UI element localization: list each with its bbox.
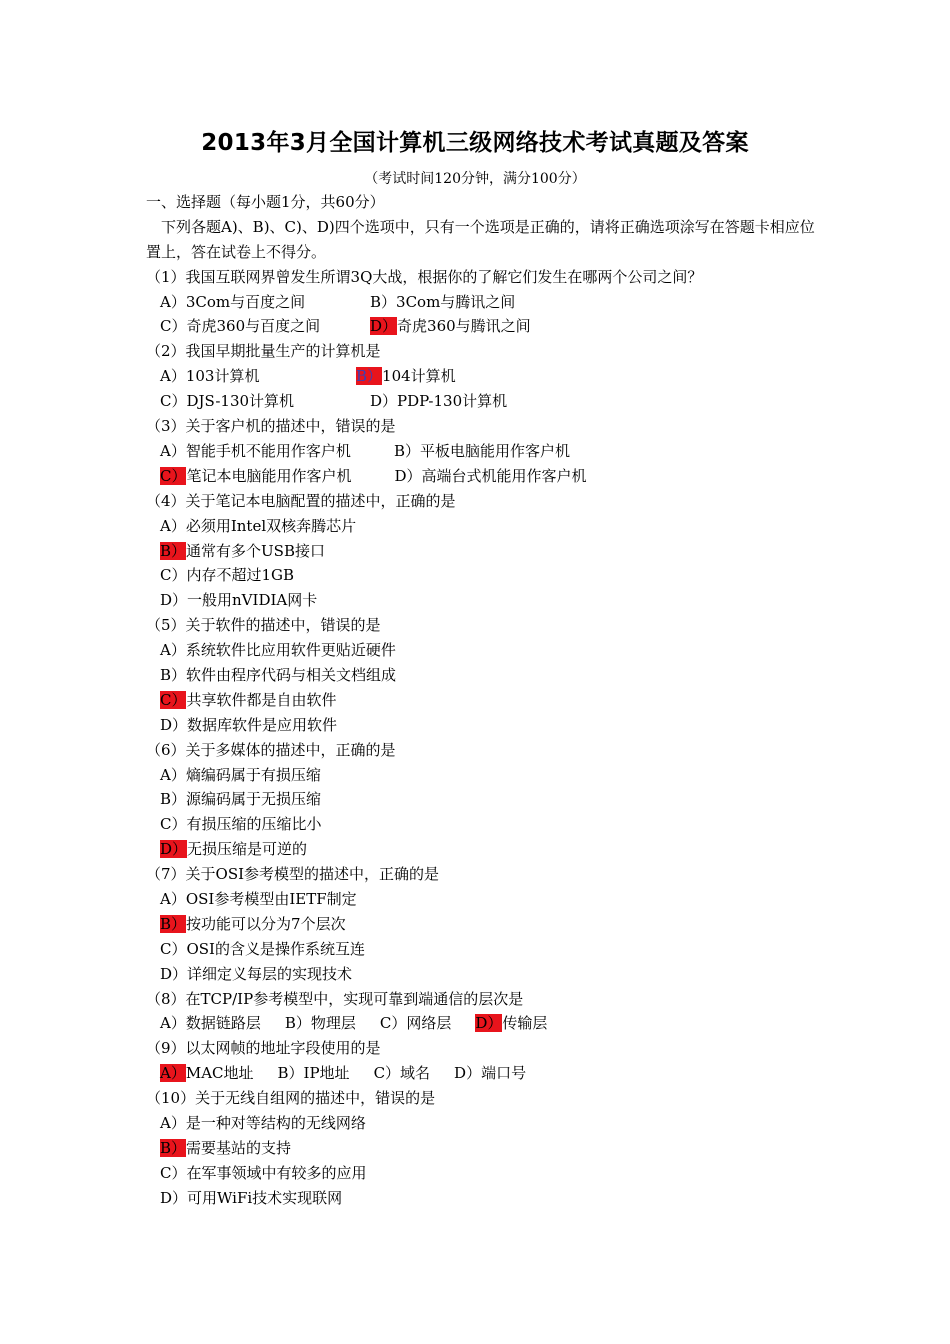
question-6-stem: （6）关于多媒体的描述中，正确的是	[146, 740, 396, 759]
question-10-option-c: C）在军事领域中有较多的应用	[160, 1163, 367, 1182]
question-2-options-cd	[146, 389, 818, 414]
option-c: C）DJS-130计算机	[160, 392, 295, 411]
option-c: C）奇虎360与百度之间	[160, 317, 321, 336]
option-c: C）域名	[373, 1064, 431, 1083]
question-6-option-b: B）源编码属于无损压缩	[160, 790, 322, 809]
question-10-option-a: A）是一种对等结构的无线网络	[160, 1113, 366, 1132]
document-title: 2013年3月全国计算机三级网络技术考试真题及答案	[201, 130, 749, 156]
section-heading: 一、选择题（每小题1分，共60分）	[146, 193, 385, 211]
question-3-stem: （3）关于客户机的描述中，错误的是	[146, 417, 396, 436]
option-d: 奇虎360与腾讯之间	[397, 317, 531, 336]
question-9-stem: （9）以太网帧的地址字段使用的是	[146, 1039, 381, 1058]
question-7-option-b	[146, 912, 818, 937]
answer-mark: D）	[370, 317, 398, 336]
question-4-option-d: D）一般用nVIDIA网卡	[160, 591, 318, 610]
question-10-option-d: D）可用WiFi技术实现联网	[160, 1188, 343, 1207]
question-6-option-a: A）熵编码属于有损压缩	[160, 765, 321, 784]
question-9-options	[146, 1061, 818, 1086]
question-2-stem: （2）我国早期批量生产的计算机是	[146, 342, 381, 361]
question-5-option-c	[146, 688, 818, 713]
option-d: D）PDP-130计算机	[370, 392, 508, 411]
answer-mark: B）	[160, 541, 187, 560]
question-10-option-b	[146, 1136, 818, 1161]
option-c: C）网络层	[379, 1014, 452, 1033]
question-3-options-ab	[146, 439, 818, 464]
answer-mark: A）	[160, 1064, 186, 1083]
answer-mark: B）	[356, 367, 383, 386]
option-b: 需要基站的支持	[186, 1138, 292, 1157]
question-6-option-c: C）有损压缩的压缩比小	[160, 815, 322, 834]
option-b: B）物理层	[284, 1014, 356, 1033]
question-1-options-ab	[146, 290, 818, 315]
option-b: B）3Com与腾讯之间	[370, 292, 516, 311]
answer-mark: C）	[160, 466, 187, 485]
question-1-options-cd	[146, 314, 818, 339]
question-5-stem: （5）关于软件的描述中，错误的是	[146, 616, 381, 635]
question-4-option-b	[146, 539, 818, 564]
question-4-stem: （4）关于笔记本电脑配置的描述中，正确的是	[146, 491, 456, 510]
question-2-options-ab	[146, 364, 818, 389]
question-7-option-d: D）详细定义每层的实现技术	[160, 964, 353, 983]
question-10-stem: （10）关于无线自组网的描述中，错误的是	[146, 1089, 436, 1108]
option-a: A）3Com与百度之间	[160, 292, 306, 311]
option-a: A）数据链路层	[160, 1014, 261, 1033]
answer-mark: C）	[160, 690, 187, 709]
question-7-option-c: C）OSI的含义是操作系统互连	[160, 939, 365, 958]
question-5-option-b: B）软件由程序代码与相关文档组成	[160, 665, 397, 684]
option-a: A）智能手机不能用作客户机	[160, 441, 351, 460]
question-5-option-a: A）系统软件比应用软件更贴近硬件	[160, 641, 396, 660]
answer-mark: B）	[160, 914, 187, 933]
exam-time-note: （考试时间120分钟，满分100分）	[364, 171, 586, 187]
question-8-stem: （8）在TCP/IP参考模型中，实现可靠到端通信的层次是	[146, 989, 524, 1008]
option-d: 传输层	[502, 1014, 548, 1033]
question-7-option-a: A）OSI参考模型由IETF制定	[160, 889, 357, 908]
option-c: 笔记本电脑能用作客户机	[186, 466, 352, 485]
question-1-stem: （1）我国互联网界曾发生所谓3Q大战，根据你的了解它们发生在哪两个公司之间？	[146, 267, 703, 286]
option-b: B）平板电脑能用作客户机	[394, 441, 571, 460]
option-c: 共享软件都是自由软件	[186, 690, 337, 709]
option-d: D）端口号	[454, 1064, 527, 1083]
question-8-options	[146, 1011, 818, 1036]
answer-mark: D）	[160, 840, 188, 859]
option-b: 通常有多个USB接口	[186, 541, 325, 560]
question-6-option-d	[146, 837, 818, 862]
option-a: A）103计算机	[160, 367, 260, 386]
option-d: 无损压缩是可逆的	[187, 840, 308, 859]
question-4-option-a: A）必须用Intel双核奔腾芯片	[160, 516, 357, 535]
option-d: D）高端台式机能用作客户机	[394, 466, 587, 485]
option-a: MAC地址	[185, 1064, 254, 1083]
option-b: 按功能可以分为7个层次	[186, 914, 346, 933]
answer-mark: D）	[475, 1014, 503, 1033]
answer-mark: B）	[160, 1138, 187, 1157]
option-b: 104计算机	[382, 367, 456, 386]
instructions: 下列各题A)、B)、C)、D)四个选项中，只有一个选项是正确的，请将正确选项涂写在答题卡相应位置上，答在试卷上不得分。	[146, 217, 815, 261]
document-body	[146, 190, 818, 1211]
option-b: B）IP地址	[277, 1064, 350, 1083]
question-3-options-cd	[146, 464, 818, 489]
question-5-option-d: D）数据库软件是应用软件	[160, 715, 338, 734]
question-4-option-c: C）内存不超过1GB	[160, 566, 295, 585]
question-7-stem: （7）关于OSI参考模型的描述中，正确的是	[146, 865, 440, 884]
